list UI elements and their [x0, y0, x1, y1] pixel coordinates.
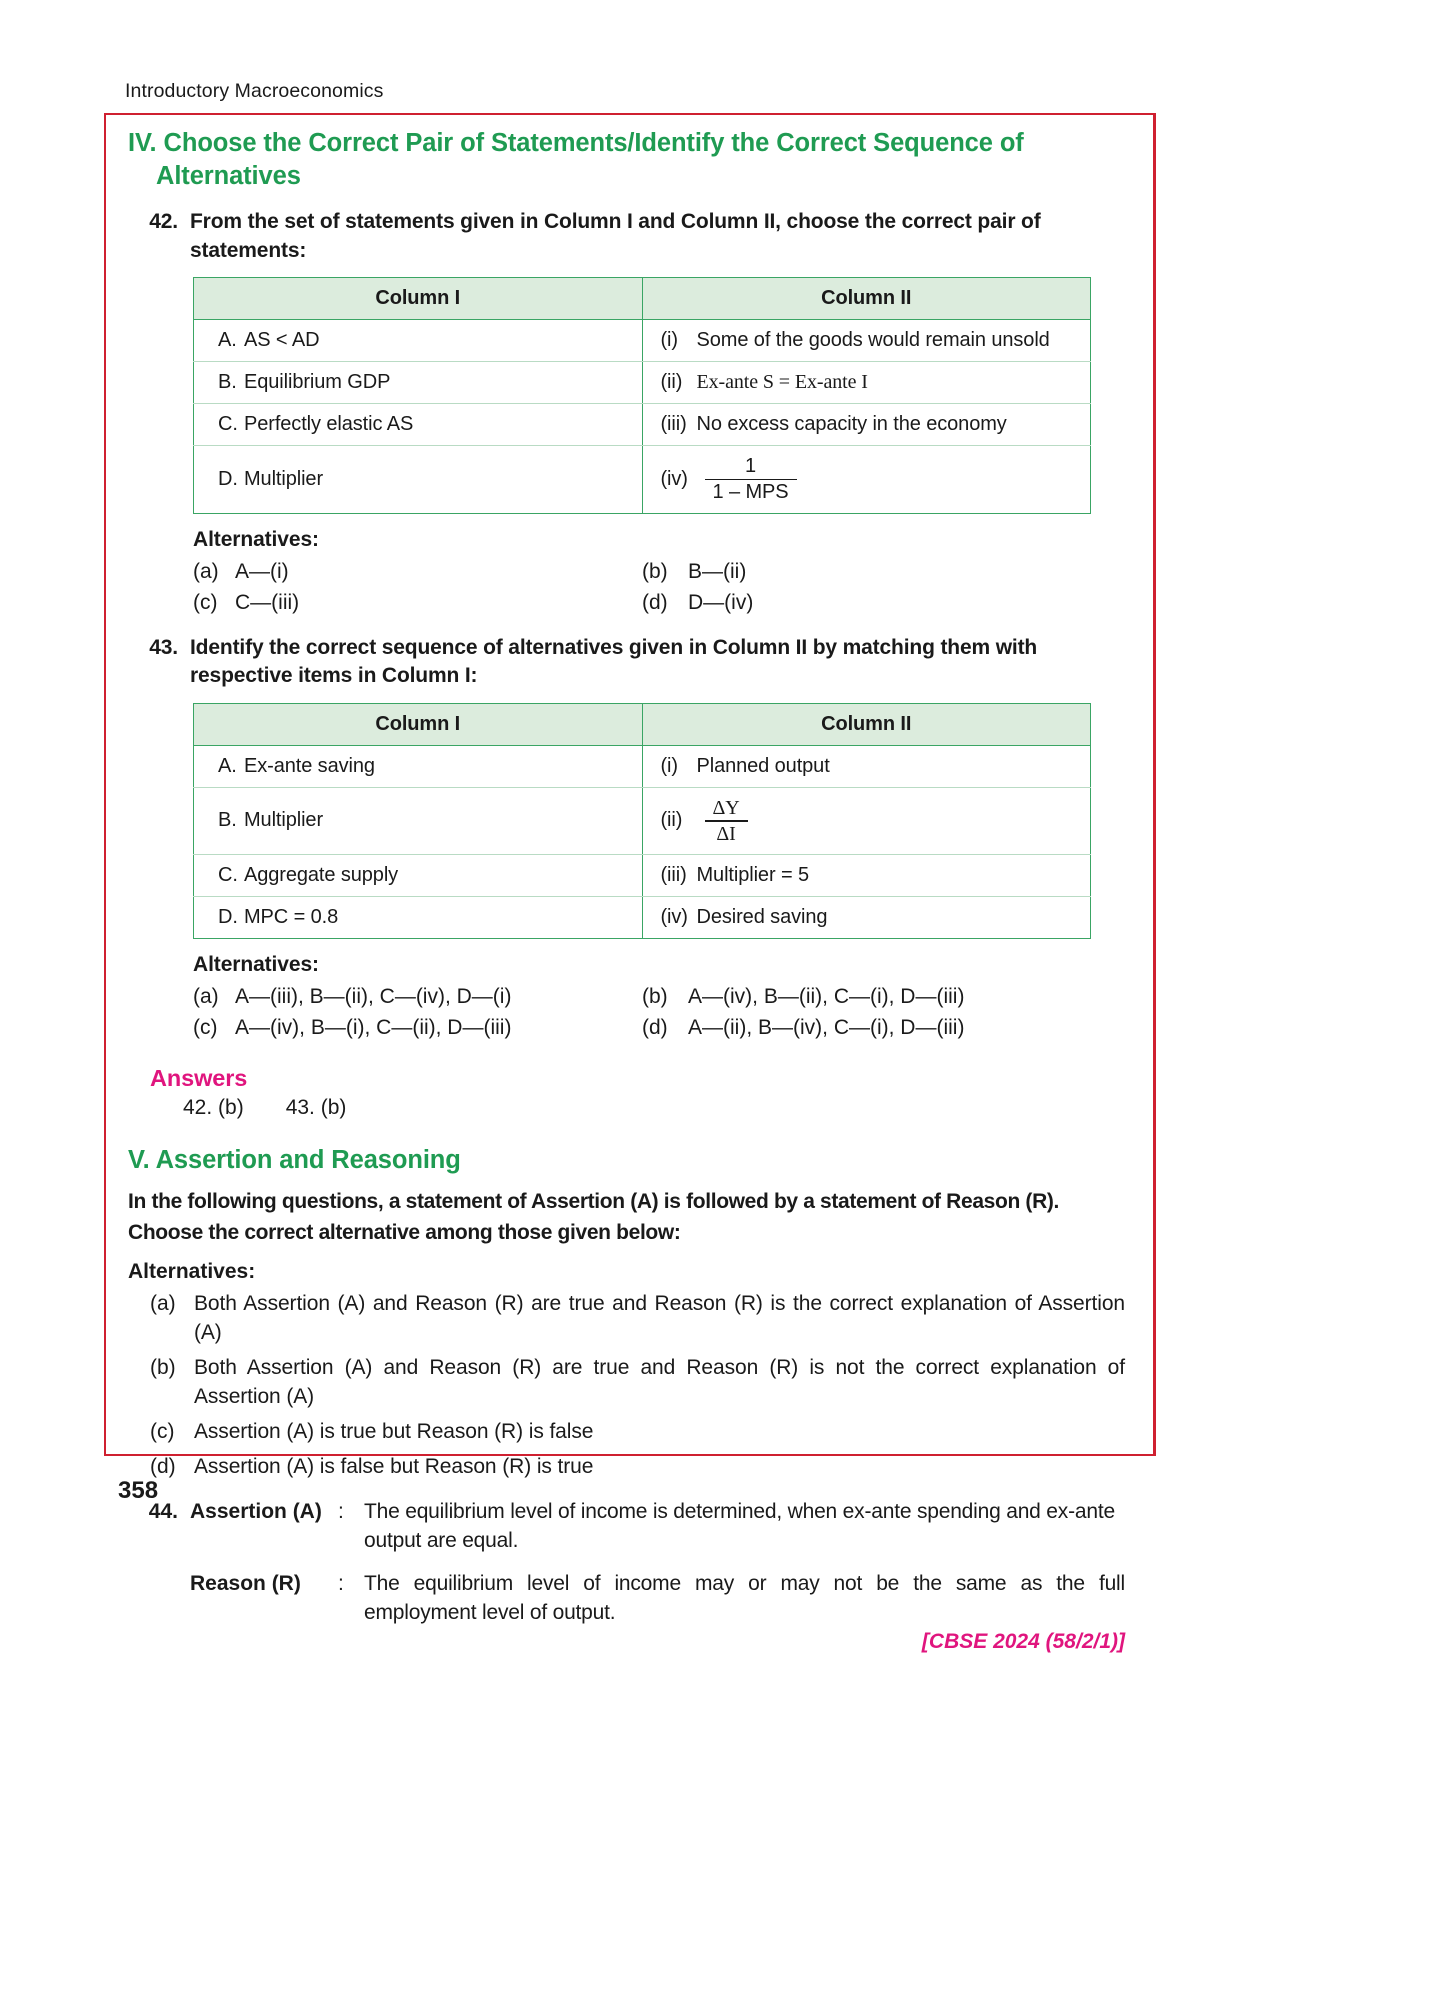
section-v-intro: In the following questions, a statement of Assertion (A) is followed by a statement of Reason (R). Choose the correct alternative among those given below: — [128, 1190, 1060, 1244]
row-label: B. — [218, 809, 237, 832]
row-text: No excess capacity in the economy — [696, 413, 1007, 436]
alternative-option-d — [642, 1012, 1091, 1043]
option-letter: (d) — [150, 1454, 176, 1478]
question-42 — [128, 208, 1125, 265]
alternative-option-d — [150, 1453, 1125, 1482]
table-row — [194, 787, 1091, 854]
table-cell-column-i — [194, 320, 643, 362]
table-header-row — [194, 703, 1091, 745]
question-43 — [128, 634, 1125, 691]
fraction-numerator: ΔY — [712, 796, 740, 819]
alternative-option-b — [642, 981, 1091, 1012]
row-text: Multiplier — [244, 467, 324, 490]
question-43-table — [193, 703, 1091, 939]
reason-colon: : — [338, 1571, 344, 1595]
row-label: A. — [218, 329, 237, 352]
row-roman: (iii) — [660, 413, 687, 436]
question-44-reason — [128, 1570, 1125, 1628]
option-letter: (b) — [642, 984, 668, 1008]
table-row — [194, 320, 1091, 362]
option-letter: (a) — [150, 1291, 176, 1315]
table-cell-column-ii — [642, 896, 1091, 938]
assertion-text: The equilibrium level of income is determined, when ex-ante spending and ex-ante output are equal. — [364, 1499, 1115, 1552]
fraction-one-over-one-minus-mps — [705, 455, 797, 503]
alternative-option-d — [642, 587, 1091, 618]
column-header-i: Column I — [194, 278, 643, 320]
table-cell-column-i — [194, 446, 643, 513]
section-iv-heading — [128, 127, 1125, 192]
alternatives-row — [193, 556, 1091, 587]
row-label: B. — [218, 371, 237, 394]
question-42-number: 42. — [149, 210, 178, 234]
table-cell-column-ii — [642, 745, 1091, 787]
row-text: Multiplier = 5 — [696, 863, 810, 886]
table-row — [194, 446, 1091, 513]
option-text: A—(iii), B—(ii), C—(iv), D—(i) — [235, 984, 512, 1008]
option-text: Both Assertion (A) and Reason (R) are true and Reason (R) is not the correct explanation of Assertion (A) — [194, 1355, 1125, 1408]
question-42-alternatives-label: Alternatives: — [193, 527, 319, 551]
column-header-ii: Column II — [642, 703, 1091, 745]
column-header-ii: Column II — [642, 278, 1091, 320]
option-text: Both Assertion (A) and Reason (R) are true and Reason (R) is the correct explanation of Assertion (A) — [194, 1291, 1125, 1344]
section-v-alternatives-label: Alternatives: — [128, 1259, 256, 1283]
answers-row — [183, 1096, 1125, 1120]
option-letter: (d) — [642, 1016, 668, 1040]
column-header-i: Column I — [194, 703, 643, 745]
option-text: A—(i) — [235, 559, 289, 583]
row-roman: (ii) — [660, 809, 683, 832]
question-43-number: 43. — [149, 635, 178, 659]
alternative-option-b — [642, 556, 1091, 587]
row-roman: (iv) — [660, 905, 688, 928]
alternative-option-c — [193, 587, 642, 618]
option-letter: (d) — [642, 590, 668, 614]
question-44-reason-number — [128, 1570, 190, 1628]
answer-item-43: 43. (b) — [285, 1096, 347, 1120]
option-text: B—(ii) — [688, 559, 747, 583]
table-cell-column-ii-fraction — [642, 787, 1091, 854]
section-v — [128, 1146, 1125, 1654]
question-43-text: Identify the correct sequence of alternatives given in Column II by matching them with respective items in Column I: — [190, 635, 1038, 688]
source-tag: [CBSE 2024 (58/2/1)] — [921, 1629, 1125, 1653]
running-head: Introductory Macroeconomics — [125, 80, 384, 102]
table-cell-column-ii — [642, 854, 1091, 896]
table-cell-column-i — [194, 745, 643, 787]
table-cell-column-ii — [642, 404, 1091, 446]
option-letter: (a) — [193, 984, 219, 1008]
question-42-text: From the set of statements given in Column I and Column II, choose the correct pair of statements: — [190, 210, 1041, 262]
alternative-option-a — [193, 556, 642, 587]
fraction-delta-y-over-delta-i — [705, 797, 748, 845]
row-roman: (iv) — [660, 467, 688, 490]
fraction-numerator: 1 — [744, 455, 757, 478]
table-row — [194, 745, 1091, 787]
assertion-colon: : — [338, 1499, 344, 1523]
option-text: A—(ii), B—(iv), C—(i), D—(iii) — [688, 1016, 965, 1040]
row-text: Perfectly elastic AS — [244, 413, 414, 436]
row-label: C. — [218, 863, 238, 886]
alternatives-row — [193, 587, 1091, 618]
option-text: Assertion (A) is true but Reason (R) is false — [194, 1419, 594, 1443]
row-label: C. — [218, 413, 238, 436]
reason-label: Reason (R) — [190, 1571, 301, 1595]
answers-heading: Answers — [150, 1065, 248, 1092]
row-text: Multiplier — [244, 809, 324, 832]
row-text: Desired saving — [696, 905, 828, 928]
section-iv-heading-line2: Alternatives — [156, 161, 301, 190]
alternative-option-a — [193, 981, 642, 1012]
option-letter: (c) — [193, 590, 218, 614]
question-43-alternatives — [193, 981, 1091, 1043]
table-cell-column-ii — [642, 320, 1091, 362]
row-roman: (iii) — [660, 863, 687, 886]
option-text: C—(iii) — [235, 590, 300, 614]
row-text: Some of the goods would remain unsold — [696, 329, 1050, 352]
alternatives-row — [193, 981, 1091, 1012]
alternative-option-b — [150, 1354, 1125, 1412]
option-text: A—(iv), B—(i), C—(ii), D—(iii) — [235, 1016, 512, 1040]
section-iv-heading-line1: IV. Choose the Correct Pair of Statements/Identify the Correct Sequence of — [128, 129, 1024, 157]
option-text: A—(iv), B—(ii), C—(i), D—(iii) — [688, 984, 965, 1008]
row-roman: (i) — [660, 754, 678, 777]
row-text: Aggregate supply — [244, 863, 399, 886]
table-cell-column-ii-fraction — [642, 446, 1091, 513]
table-row — [194, 896, 1091, 938]
table-cell-column-ii — [642, 362, 1091, 404]
alternative-option-c — [150, 1418, 1125, 1447]
option-letter: (b) — [150, 1355, 176, 1379]
alternative-option-c — [193, 1012, 642, 1043]
row-text: AS < AD — [244, 329, 320, 352]
alternatives-row — [193, 1012, 1091, 1043]
question-42-alternatives — [193, 556, 1091, 618]
option-text: Assertion (A) is false but Reason (R) is true — [194, 1454, 594, 1478]
row-text: Planned output — [696, 754, 830, 777]
option-letter: (a) — [193, 559, 219, 583]
row-text: Equilibrium GDP — [244, 371, 391, 394]
option-letter: (c) — [193, 1016, 218, 1040]
fraction-denominator: ΔI — [716, 822, 736, 845]
option-text: D—(iv) — [688, 590, 754, 614]
option-letter: (b) — [642, 559, 668, 583]
table-cell-column-i — [194, 896, 643, 938]
table-row — [194, 362, 1091, 404]
row-label: D. — [218, 905, 238, 928]
question-44-number: 44. — [148, 1499, 178, 1523]
table-row — [194, 854, 1091, 896]
table-header-row — [194, 278, 1091, 320]
row-text: Ex-ante saving — [244, 754, 375, 777]
row-roman: (ii) — [660, 371, 683, 394]
option-letter: (c) — [150, 1419, 175, 1443]
question-42-table — [193, 277, 1091, 513]
reason-text: The equilibrium level of income may or may not be the same as the full employment level of output. — [364, 1571, 1125, 1624]
answer-item-42: 42. (b) — [183, 1096, 244, 1120]
fraction-denominator: 1 – MPS — [712, 481, 789, 504]
table-cell-column-i — [194, 404, 643, 446]
row-label: A. — [218, 754, 237, 777]
page-number: 358 — [118, 1477, 159, 1504]
section-v-alternatives — [150, 1290, 1125, 1482]
question-43-alternatives-label: Alternatives: — [193, 952, 319, 976]
table-cell-column-i — [194, 362, 643, 404]
question-44-assertion — [128, 1498, 1125, 1556]
assertion-label: Assertion (A) — [190, 1499, 322, 1523]
row-label: D. — [218, 467, 238, 490]
section-v-heading: V. Assertion and Reasoning — [128, 1146, 461, 1175]
alternative-option-a — [150, 1290, 1125, 1348]
row-roman: (i) — [660, 329, 678, 352]
table-cell-column-i — [194, 787, 643, 854]
table-row — [194, 404, 1091, 446]
table-cell-column-i — [194, 854, 643, 896]
row-text: Ex-ante S = Ex-ante I — [696, 371, 868, 394]
row-text: MPC = 0.8 — [244, 905, 339, 928]
